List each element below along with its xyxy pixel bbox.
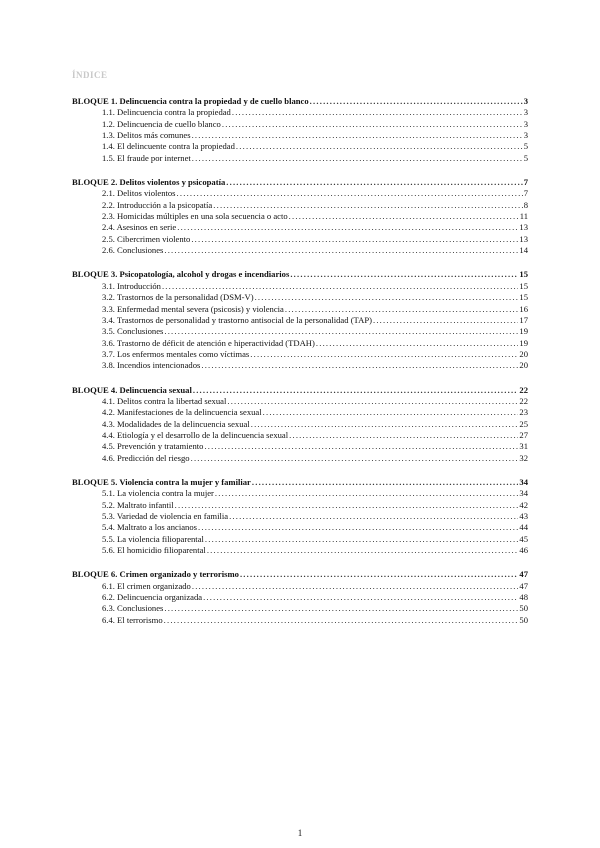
toc-entry-label: 5.1. La violencia contra la mujer bbox=[102, 488, 214, 499]
toc-entry-label: 3.8. Incendios intencionados bbox=[102, 360, 201, 371]
toc-entry-page: 5 bbox=[523, 141, 528, 152]
toc-entry-label: 1.2. Delincuencia de cuello blanco bbox=[102, 118, 221, 129]
toc-entry-label: 1.3. Delitos más comunes bbox=[102, 130, 191, 141]
toc-entry-page: 48 bbox=[519, 592, 528, 603]
toc-block-1 bbox=[72, 96, 528, 164]
dot-leader bbox=[232, 107, 523, 118]
dot-leader bbox=[250, 349, 518, 360]
toc-entry-label: 5.2. Maltrato infantil bbox=[102, 499, 174, 510]
toc-entry[interactable] bbox=[72, 222, 528, 233]
toc-block-heading[interactable] bbox=[72, 477, 528, 488]
toc-entry-page: 32 bbox=[519, 452, 528, 463]
toc-entry[interactable] bbox=[72, 545, 528, 556]
toc-entry-page: 44 bbox=[519, 522, 528, 533]
toc-entry-label: 5.3. Variedad de violencia en familia bbox=[102, 511, 229, 521]
table-of-contents bbox=[72, 96, 528, 639]
dot-leader bbox=[198, 522, 518, 533]
toc-entry[interactable] bbox=[72, 360, 528, 371]
toc-entry[interactable] bbox=[72, 153, 528, 164]
toc-entry-label: 2.5. Cibercrimen violento bbox=[102, 233, 191, 244]
toc-block-6 bbox=[72, 569, 528, 626]
toc-entry-label: 3.5. Conclusiones bbox=[102, 326, 164, 337]
toc-entry-page: 43 bbox=[519, 511, 528, 521]
toc-entry-label: 6.2. Delincuencia organizada bbox=[102, 592, 203, 603]
toc-entry-page: 42 bbox=[519, 499, 528, 510]
toc-entry-page: 23 bbox=[519, 407, 528, 418]
toc-entry[interactable] bbox=[72, 234, 528, 245]
toc-block-3 bbox=[72, 269, 528, 371]
dot-leader bbox=[164, 245, 518, 256]
toc-entry-page: 15 bbox=[519, 292, 528, 303]
toc-entry-page: 20 bbox=[519, 360, 528, 371]
toc-entry-label: 3.2. Trastornos de la personalidad (DSM-V) bbox=[102, 292, 254, 303]
toc-entry[interactable] bbox=[72, 500, 528, 511]
toc-entry[interactable] bbox=[72, 488, 528, 499]
toc-entry-label: 6.3. Conclusiones bbox=[102, 603, 164, 614]
toc-entry[interactable] bbox=[72, 119, 528, 130]
toc-entry[interactable] bbox=[72, 304, 528, 315]
dot-leader bbox=[191, 453, 519, 464]
toc-entry-page: 20 bbox=[519, 348, 528, 359]
toc-entry[interactable] bbox=[72, 581, 528, 592]
toc-entry-page: 8 bbox=[523, 199, 528, 210]
toc-entry[interactable] bbox=[72, 338, 528, 349]
toc-entry-page: 16 bbox=[519, 303, 528, 314]
toc-entry-page: 3 bbox=[523, 107, 528, 118]
dot-leader bbox=[222, 119, 523, 130]
dot-leader bbox=[193, 385, 519, 396]
toc-entry-page: 3 bbox=[523, 118, 528, 129]
toc-entry-page: 15 bbox=[519, 280, 528, 291]
dot-leader bbox=[240, 569, 518, 580]
toc-entry[interactable] bbox=[72, 281, 528, 292]
toc-entry[interactable] bbox=[72, 511, 528, 522]
toc-block-heading-page: 15 bbox=[519, 269, 528, 280]
toc-entry-page: 19 bbox=[519, 337, 528, 348]
toc-entry[interactable] bbox=[72, 407, 528, 418]
toc-block-heading-label: BLOQUE 2. Delitos violentos y psicopatía bbox=[72, 177, 226, 188]
dot-leader bbox=[164, 326, 518, 337]
toc-entry-label: 4.6. Predicción del riesgo bbox=[102, 452, 190, 463]
toc-entry-page: 7 bbox=[523, 188, 528, 199]
toc-entry[interactable] bbox=[72, 349, 528, 360]
dot-leader bbox=[207, 545, 519, 556]
toc-block-heading[interactable] bbox=[72, 177, 528, 188]
toc-entry-page: 13 bbox=[519, 233, 528, 244]
toc-block-heading[interactable] bbox=[72, 96, 528, 107]
dot-leader bbox=[203, 592, 518, 603]
toc-entry[interactable] bbox=[72, 419, 528, 430]
toc-block-heading[interactable] bbox=[72, 385, 528, 396]
dot-leader bbox=[236, 141, 523, 152]
toc-entry[interactable] bbox=[72, 592, 528, 603]
toc-entry[interactable] bbox=[72, 315, 528, 326]
toc-entry-page: 13 bbox=[519, 222, 528, 233]
toc-entry[interactable] bbox=[72, 200, 528, 211]
toc-entry[interactable] bbox=[72, 396, 528, 407]
dot-leader bbox=[164, 603, 518, 614]
toc-entry-label: 5.5. La violencia filioparental bbox=[102, 533, 204, 544]
toc-entry-label: 4.5. Prevención y tratamiento bbox=[102, 441, 204, 452]
dot-leader bbox=[289, 211, 519, 222]
toc-block-2 bbox=[72, 177, 528, 256]
dot-leader bbox=[310, 96, 523, 107]
dot-leader bbox=[192, 581, 519, 592]
toc-entry-page: 27 bbox=[519, 429, 528, 440]
toc-entry-label: 2.2. Introducción a la psicopatía bbox=[102, 199, 213, 210]
dot-leader bbox=[191, 234, 518, 245]
toc-entry[interactable] bbox=[72, 441, 528, 452]
toc-entry-page: 22 bbox=[519, 395, 528, 406]
toc-block-heading-page: 34 bbox=[519, 476, 528, 487]
toc-entry-label: 2.6. Conclusiones bbox=[102, 245, 164, 256]
toc-entry-page: 11 bbox=[519, 211, 528, 222]
dot-leader bbox=[263, 407, 519, 418]
dot-leader bbox=[289, 430, 518, 441]
dot-leader bbox=[205, 534, 519, 545]
toc-entry-label: 3.4. Trastornos de personalidad y trastorno antisocial de la personalidad (TAP) bbox=[102, 314, 372, 325]
toc-entry[interactable] bbox=[72, 188, 528, 199]
dot-leader bbox=[177, 188, 523, 199]
toc-entry-label: 2.3. Homicidas múltiples en una sola secuencia o acto bbox=[102, 211, 288, 222]
toc-entry-page: 47 bbox=[519, 580, 528, 591]
toc-entry-label: 1.5. El fraude por internet bbox=[102, 152, 191, 163]
toc-block-heading-page: 7 bbox=[523, 177, 528, 188]
toc-entry-label: 3.1. Introducción bbox=[102, 280, 161, 291]
dot-leader bbox=[251, 419, 519, 430]
toc-entry[interactable] bbox=[72, 107, 528, 118]
dot-leader bbox=[192, 153, 523, 164]
toc-entry-page: 50 bbox=[519, 614, 528, 625]
toc-entry-label: 4.4. Etiología y el desarrollo de la delincuencia sexual bbox=[102, 429, 289, 440]
toc-block-heading[interactable] bbox=[72, 569, 528, 580]
dot-leader bbox=[177, 222, 518, 233]
dot-leader bbox=[229, 511, 518, 522]
toc-block-heading-page: 22 bbox=[519, 384, 528, 395]
toc-entry-page: 5 bbox=[523, 152, 528, 163]
dot-leader bbox=[201, 360, 518, 371]
dot-leader bbox=[373, 315, 518, 326]
toc-entry-label: 3.6. Trastorno de déficit de atención e hiperactividad (TDAH) bbox=[102, 337, 315, 348]
toc-entry-label: 4.3. Modalidades de la delincuencia sexual bbox=[102, 418, 250, 429]
toc-entry-page: 14 bbox=[519, 245, 528, 256]
toc-entry-label: 4.2. Manifestaciones de la delincuencia sexual bbox=[102, 407, 262, 418]
dot-leader bbox=[175, 500, 519, 511]
toc-block-heading[interactable] bbox=[72, 269, 528, 280]
dot-leader bbox=[162, 281, 518, 292]
toc-entry[interactable] bbox=[72, 141, 528, 152]
toc-entry-label: 6.1. El crimen organizado bbox=[102, 580, 191, 591]
toc-entry-label: 1.1. Delincuencia contra la propiedad bbox=[102, 107, 231, 118]
toc-entry[interactable] bbox=[72, 522, 528, 533]
toc-entry-page: 46 bbox=[519, 545, 528, 556]
toc-entry-label: 3.7. Los enfermos mentales como víctimas bbox=[102, 348, 250, 359]
toc-entry[interactable] bbox=[72, 603, 528, 614]
dot-leader bbox=[227, 396, 518, 407]
dot-leader bbox=[252, 477, 519, 488]
toc-entry-label: 3.3. Enfermedad mental severa (psicosis) y violencia bbox=[102, 303, 284, 314]
toc-entry[interactable] bbox=[72, 453, 528, 464]
toc-entry-page: 17 bbox=[519, 314, 528, 325]
toc-entry[interactable] bbox=[72, 430, 528, 441]
toc-block-heading-label: BLOQUE 3. Psicopatología, alcohol y drogas e incendiarios bbox=[72, 269, 290, 280]
toc-entry-page: 34 bbox=[519, 488, 528, 499]
toc-entry[interactable] bbox=[72, 130, 528, 141]
toc-entry-label: 4.1. Delitos contra la libertad sexual bbox=[102, 395, 227, 406]
toc-entry-page: 50 bbox=[519, 603, 528, 614]
toc-entry-page: 25 bbox=[519, 418, 528, 429]
dot-leader bbox=[316, 338, 519, 349]
toc-entry-label: 5.6. El homicidio filioparental bbox=[102, 545, 206, 556]
toc-entry[interactable] bbox=[72, 534, 528, 545]
toc-title: ÍNDICE bbox=[72, 70, 108, 80]
dot-leader bbox=[290, 269, 518, 280]
toc-block-heading-label: BLOQUE 5. Violencia contra la mujer y familiar bbox=[72, 476, 251, 487]
dot-leader bbox=[204, 441, 518, 452]
toc-entry-label: 6.4. El terrorismo bbox=[102, 614, 163, 625]
dot-leader bbox=[226, 177, 522, 188]
toc-entry[interactable] bbox=[72, 615, 528, 626]
toc-entry[interactable] bbox=[72, 326, 528, 337]
toc-entry-label: 1.4. El delincuente contra la propiedad bbox=[102, 141, 235, 152]
toc-entry-page: 31 bbox=[519, 441, 528, 452]
toc-block-5 bbox=[72, 477, 528, 556]
page-number: 1 bbox=[297, 828, 303, 838]
dot-leader bbox=[255, 292, 519, 303]
toc-block-heading-page: 3 bbox=[523, 96, 528, 106]
toc-block-heading-label: BLOQUE 6. Crimen organizado y terrorismo bbox=[72, 569, 239, 580]
toc-block-4 bbox=[72, 385, 528, 464]
toc-entry-page: 19 bbox=[519, 326, 528, 337]
toc-entry-page: 45 bbox=[519, 533, 528, 544]
toc-entry[interactable] bbox=[72, 211, 528, 222]
toc-entry-page: 3 bbox=[523, 130, 528, 141]
dot-leader bbox=[192, 130, 523, 141]
toc-entry-label: 5.4. Maltrato a los ancianos bbox=[102, 522, 197, 533]
dot-leader bbox=[285, 304, 519, 315]
dot-leader bbox=[164, 615, 519, 626]
toc-entry[interactable] bbox=[72, 292, 528, 303]
toc-block-heading-label: BLOQUE 4. Delincuencia sexual bbox=[72, 384, 192, 395]
toc-entry-label: 2.1. Delitos violentos bbox=[102, 188, 176, 199]
dot-leader bbox=[215, 488, 518, 499]
toc-block-heading-label: BLOQUE 1. Delincuencia contra la propiedad y de cuello blanco bbox=[72, 96, 309, 106]
dot-leader bbox=[213, 200, 522, 211]
toc-block-heading-page: 47 bbox=[519, 569, 528, 580]
toc-entry[interactable] bbox=[72, 245, 528, 256]
toc-entry-label: 2.4. Asesinos en serie bbox=[102, 222, 177, 233]
